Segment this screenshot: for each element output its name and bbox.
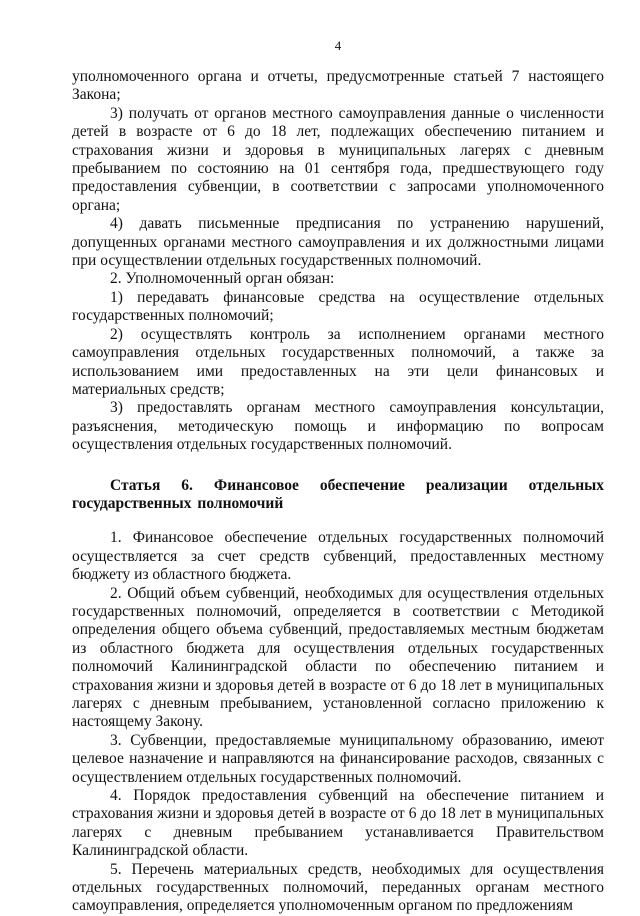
- article-6-paragraph-4: 4. Порядок предоставления субвенций на обеспечение питанием и страхования жизни и здоровья детей в возрасте от 6 до 18 лет в муниципальных лагерях с дневным пребыванием устанавливается Правительством Калининградской области.: [72, 787, 604, 860]
- paragraph-duty-3: 3) предоставлять органам местного самоуправления консультации, разъяснения, методическую помощь и информацию по вопросам осуществления отдельных государственных полномочий.: [72, 399, 604, 454]
- article-6-paragraph-3: 3. Субвенции, предоставляемые муниципальному образованию, имеют целевое назначение и направляются на финансирование расходов, связанных с осуществлением отдельных государственных полномочий.: [72, 731, 604, 786]
- article-6-paragraph-2: 2. Общий объем субвенций, необходимых для осуществления отдельных государственных полномочий, определяется в соответствии с Методикой определения общего объема субвенций, предоставляемых местным бюджетам из областного бюджета для осуществления отдельных государственных полномочий Калининградской области по обеспечению питанием и страхования жизни и здоровья детей в возрасте от 6 до 18 лет в муниципальных лагерях с дневным пребыванием, установленной согласно приложению к настоящему Закону.: [72, 584, 604, 731]
- paragraph-item-4-orders: 4) давать письменные предписания по устранению нарушений, допущенных органами местного самоуправления и их должностными лицами при осуществлении отдельных государственных полномочий.: [72, 215, 604, 270]
- paragraph-continuation: уполномоченного органа и отчеты, предусмотренные статьей 7 настоящего Закона;: [72, 68, 604, 104]
- paragraph-point-2: 2. Уполномоченный орган обязан:: [110, 270, 335, 288]
- page-number: 4: [334, 38, 342, 53]
- article-6-paragraph-1: 1. Финансовое обеспечение отдельных государственных полномочий осуществляется за счет средств субвенций, предоставленных местному бюджету из областного бюджета.: [72, 529, 604, 584]
- section-obligations: [72, 68, 604, 455]
- paragraph-duty-2: 2) осуществлять контроль за исполнением органами местного самоуправления отдельных государственных полномочий, а также за использованием ими предоставленных на эти цели финансовых и материальных средств;: [72, 325, 604, 398]
- article-heading: Статья 6. Финансовое обеспечение реализации отдельных государственных полномочий: [72, 476, 604, 512]
- article-6-paragraph-5: 5. Перечень материальных средств, необходимых для осуществления отдельных государственных полномочий, переданных органам местного самоуправления, определяется уполномоченным органом по предложениям: [72, 860, 604, 915]
- document-page: [72, 38, 604, 916]
- paragraph-duty-1: 1) передавать финансовые средства на осуществление отдельных государственных полномочий;: [72, 288, 604, 325]
- section-article-6: [72, 529, 604, 916]
- paragraph-item-3-data: 3) получать от органов местного самоуправления данные о численности детей в возрасте от 6 до 18 лет, подлежащих обеспечению питанием и страхования жизни и здоровья в муниципальных лагерях с дневным пребыванием по состоянию на 01 сентября года, предшествующего году предоставления субвенции, в соответствии с запросами уполномоченного органа;: [72, 104, 604, 214]
